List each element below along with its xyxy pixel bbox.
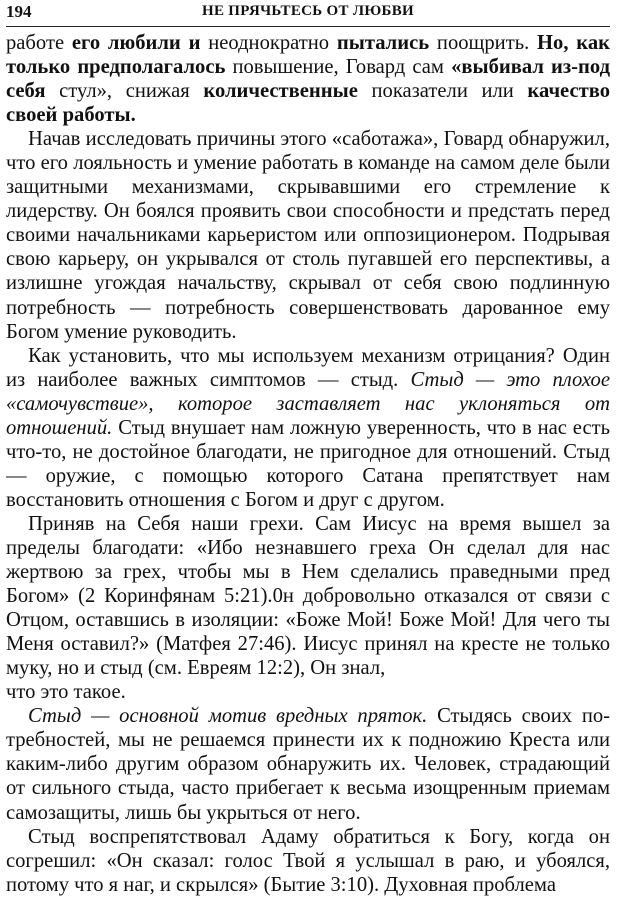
text-run: повышение, Говард сам — [225, 56, 452, 79]
text-run: Стыд внушает нам ложную уверенность, что в нас есть что-то, не достойное благодати, не пригодное для отношений. Стыд — оружие, с помощью которого Сатана препятствует нам восстановить отношения с Богом и друг с другом. — [6, 416, 610, 511]
text-run: Как установить, что мы используем механизм отрицания? Один из наиболее важных симптомов — стыд. — [6, 344, 610, 391]
paragraph-4 — [6, 512, 610, 680]
text-run: Стыдясь своих по-требностей, мы не решаемся принести их к подножию Креста или каким-либо другим образом обнаружить их. Человек, страдающий от сильного стыда, часто прибегает к весьма изощренным приемам самозащиты, лишь бы укрыться от него. — [6, 705, 610, 824]
bold-run: «выбивал из-под себя — [6, 56, 610, 103]
running-title: НЕ ПРЯЧЬТЕСЬ ОТ ЛЮБВИ — [201, 3, 415, 19]
paragraph-1 — [6, 31, 610, 127]
bold-run: качество своей работы. — [6, 80, 610, 127]
text-run: показатели или — [357, 80, 528, 103]
page-number: 194 — [6, 2, 32, 21]
text-run: неоднократно — [200, 32, 337, 54]
paragraph-5 — [6, 704, 610, 824]
italic-run: Стыд — это плохое «самочувствие», которое заставляет нас уклоняться от отношений. — [6, 368, 610, 439]
text-run: Приняв на Себя наши грехи. Сам Иисус на время вышел за пределы благодати: «Ибо незнавшего греха Он сделал для нас жертвою за грех, чтобы мы в Нем сделались праведными пред Богом» (2 Коринфянам 5:21).0н добровольно отказался от связи с Отцом, оставшись в изоляции: «Боже Мой! Боже Мой! Для чего ты Меня оставил?» (Матфея 27:46). Иисус принял на кресте не только муку, но и стыд (см. Евреям 12:2), Он знал, — [6, 512, 610, 680]
paragraph-4-tail: что это такое. — [6, 681, 126, 704]
bold-run: пытались — [336, 32, 430, 54]
italic-run: Стыд — основной мотив вредных пряток. — [28, 705, 428, 728]
paragraph-3 — [6, 344, 610, 512]
text-run: поощрить. — [429, 32, 538, 54]
body-text — [6, 31, 610, 897]
bold-run: его любили и — [71, 32, 201, 54]
paragraph-6: Стыд воспрепятствовал Адаму обратиться к Богу, когда он согрешил: «Он сказал: голос Твой я услышал в раю, и убоялся, потому что я наг, и скрылся» (Бытие 3:10). Духовная проблема — [6, 825, 610, 896]
paragraph-2: Начав исследовать причины этого «саботажа», Говард обнаружил, что его лояльность и умение работать в команде на самом деле были защитными механизмами, скрывавшими его стремление к лидерству. Он боялся проявить свои способности и предстать перед своими начальниками карьеристом или оппозиционером. Подрывая свою карьеру, он укрывался от столь пугавшей его перспективы, а излишне угождая начальству, скрывал от себя свою подлинную потребность — потребность совершенствовать дарованное ему Богом умение руководить. — [6, 128, 610, 343]
page-header — [6, 0, 610, 27]
text-run: работе — [6, 32, 72, 54]
bold-run: количественные — [203, 80, 358, 103]
text-run: стул», снижая — [45, 80, 204, 103]
bold-run: Но, как только предполагалось — [6, 32, 610, 79]
